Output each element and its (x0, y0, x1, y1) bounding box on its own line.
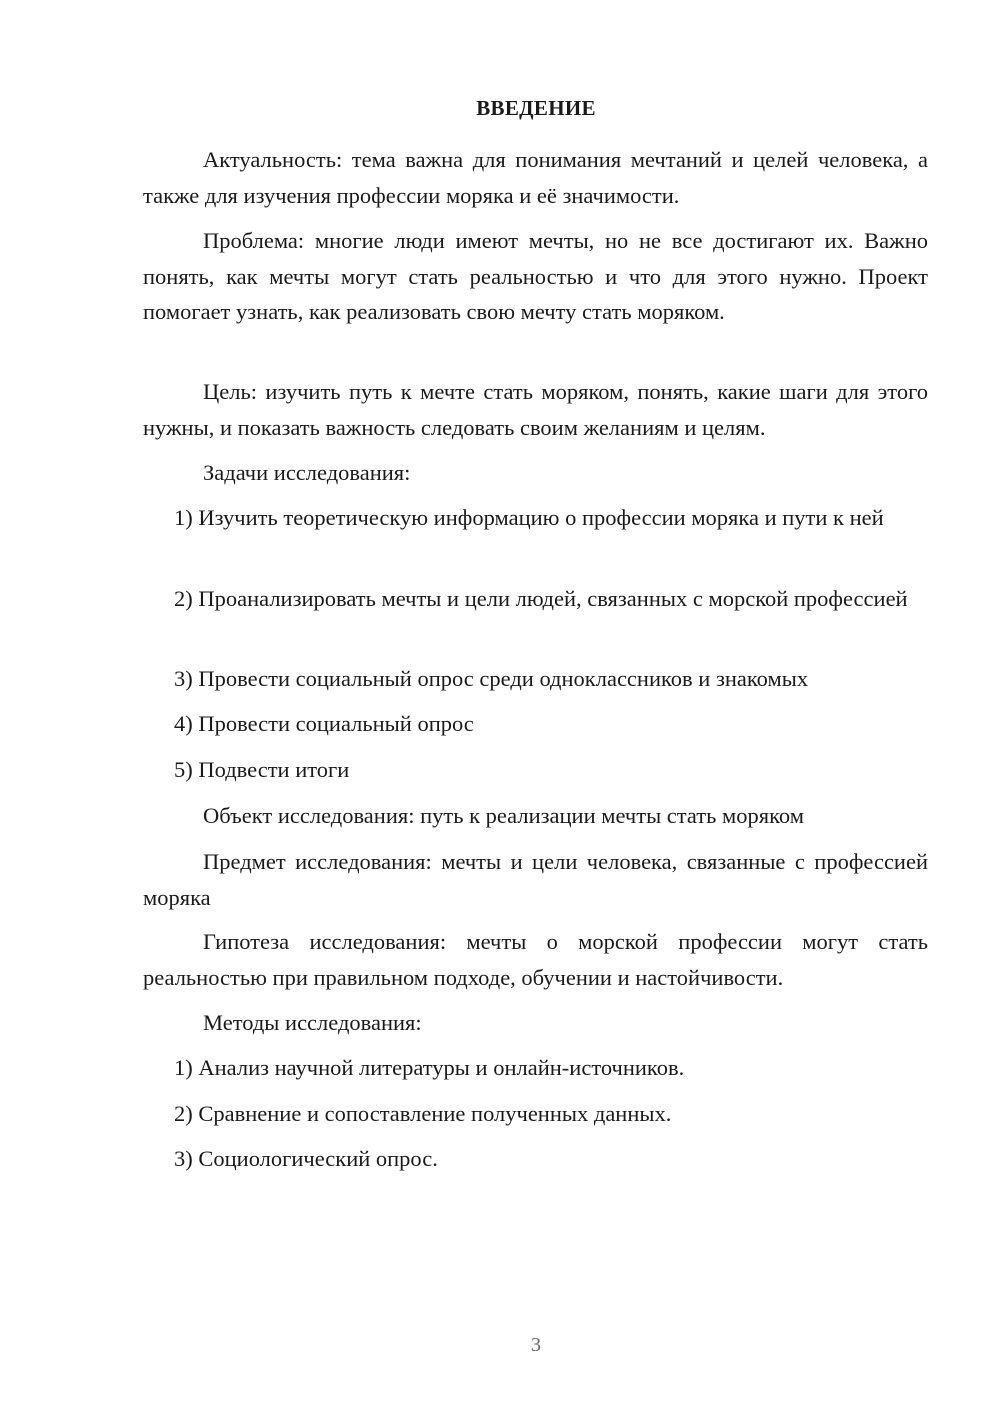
task-item: 2) Проанализировать мечты и цели людей, связанных с морской профессией (174, 586, 908, 611)
relevance-paragraph: Актуальность: тема важна для понимания мечтаний и целей человека, а также для изучения профессии моряка и её значимости. (143, 147, 928, 208)
method-item: 3) Социологический опрос. (174, 1146, 438, 1171)
subject-paragraph: Предмет исследования: мечты и цели человека, связанные с профессией моряка (143, 849, 928, 910)
task-item: 4) Провести социальный опрос (174, 711, 474, 736)
object-paragraph: Объект исследования: путь к реализации мечты стать моряком (203, 803, 804, 828)
tasks-heading: Задачи исследования: (203, 460, 411, 485)
method-item: 2) Сравнение и сопоставление полученных данных. (174, 1101, 672, 1126)
hypothesis-paragraph: Гипотеза исследования: мечты о морской профессии могут стать реальностью при правильном подходе, обучении и настойчивости. (143, 929, 928, 990)
goal-paragraph: Цель: изучить путь к мечте стать моряком, понять, какие шаги для этого нужны, и показать важность следовать своим желаниям и целям. (143, 379, 928, 440)
task-item: 3) Провести социальный опрос среди одноклассников и знакомых (174, 666, 809, 691)
method-item: 1) Анализ научной литературы и онлайн-источников. (174, 1055, 685, 1080)
page-title: ВВЕДЕНИЕ (476, 96, 596, 120)
page-number: 3 (531, 1334, 541, 1356)
problem-paragraph: Проблема: многие люди имеют мечты, но не все достигают их. Важно понять, как мечты могут стать реальностью и что для этого нужно. Проект помогает узнать, как реализовать свою мечту стать моряком. (143, 228, 928, 324)
task-item: 5) Подвести итоги (174, 757, 350, 782)
methods-heading: Методы исследования: (203, 1010, 422, 1035)
task-item: 1) Изучить теоретическую информацию о профессии моряка и пути к ней (174, 505, 884, 530)
